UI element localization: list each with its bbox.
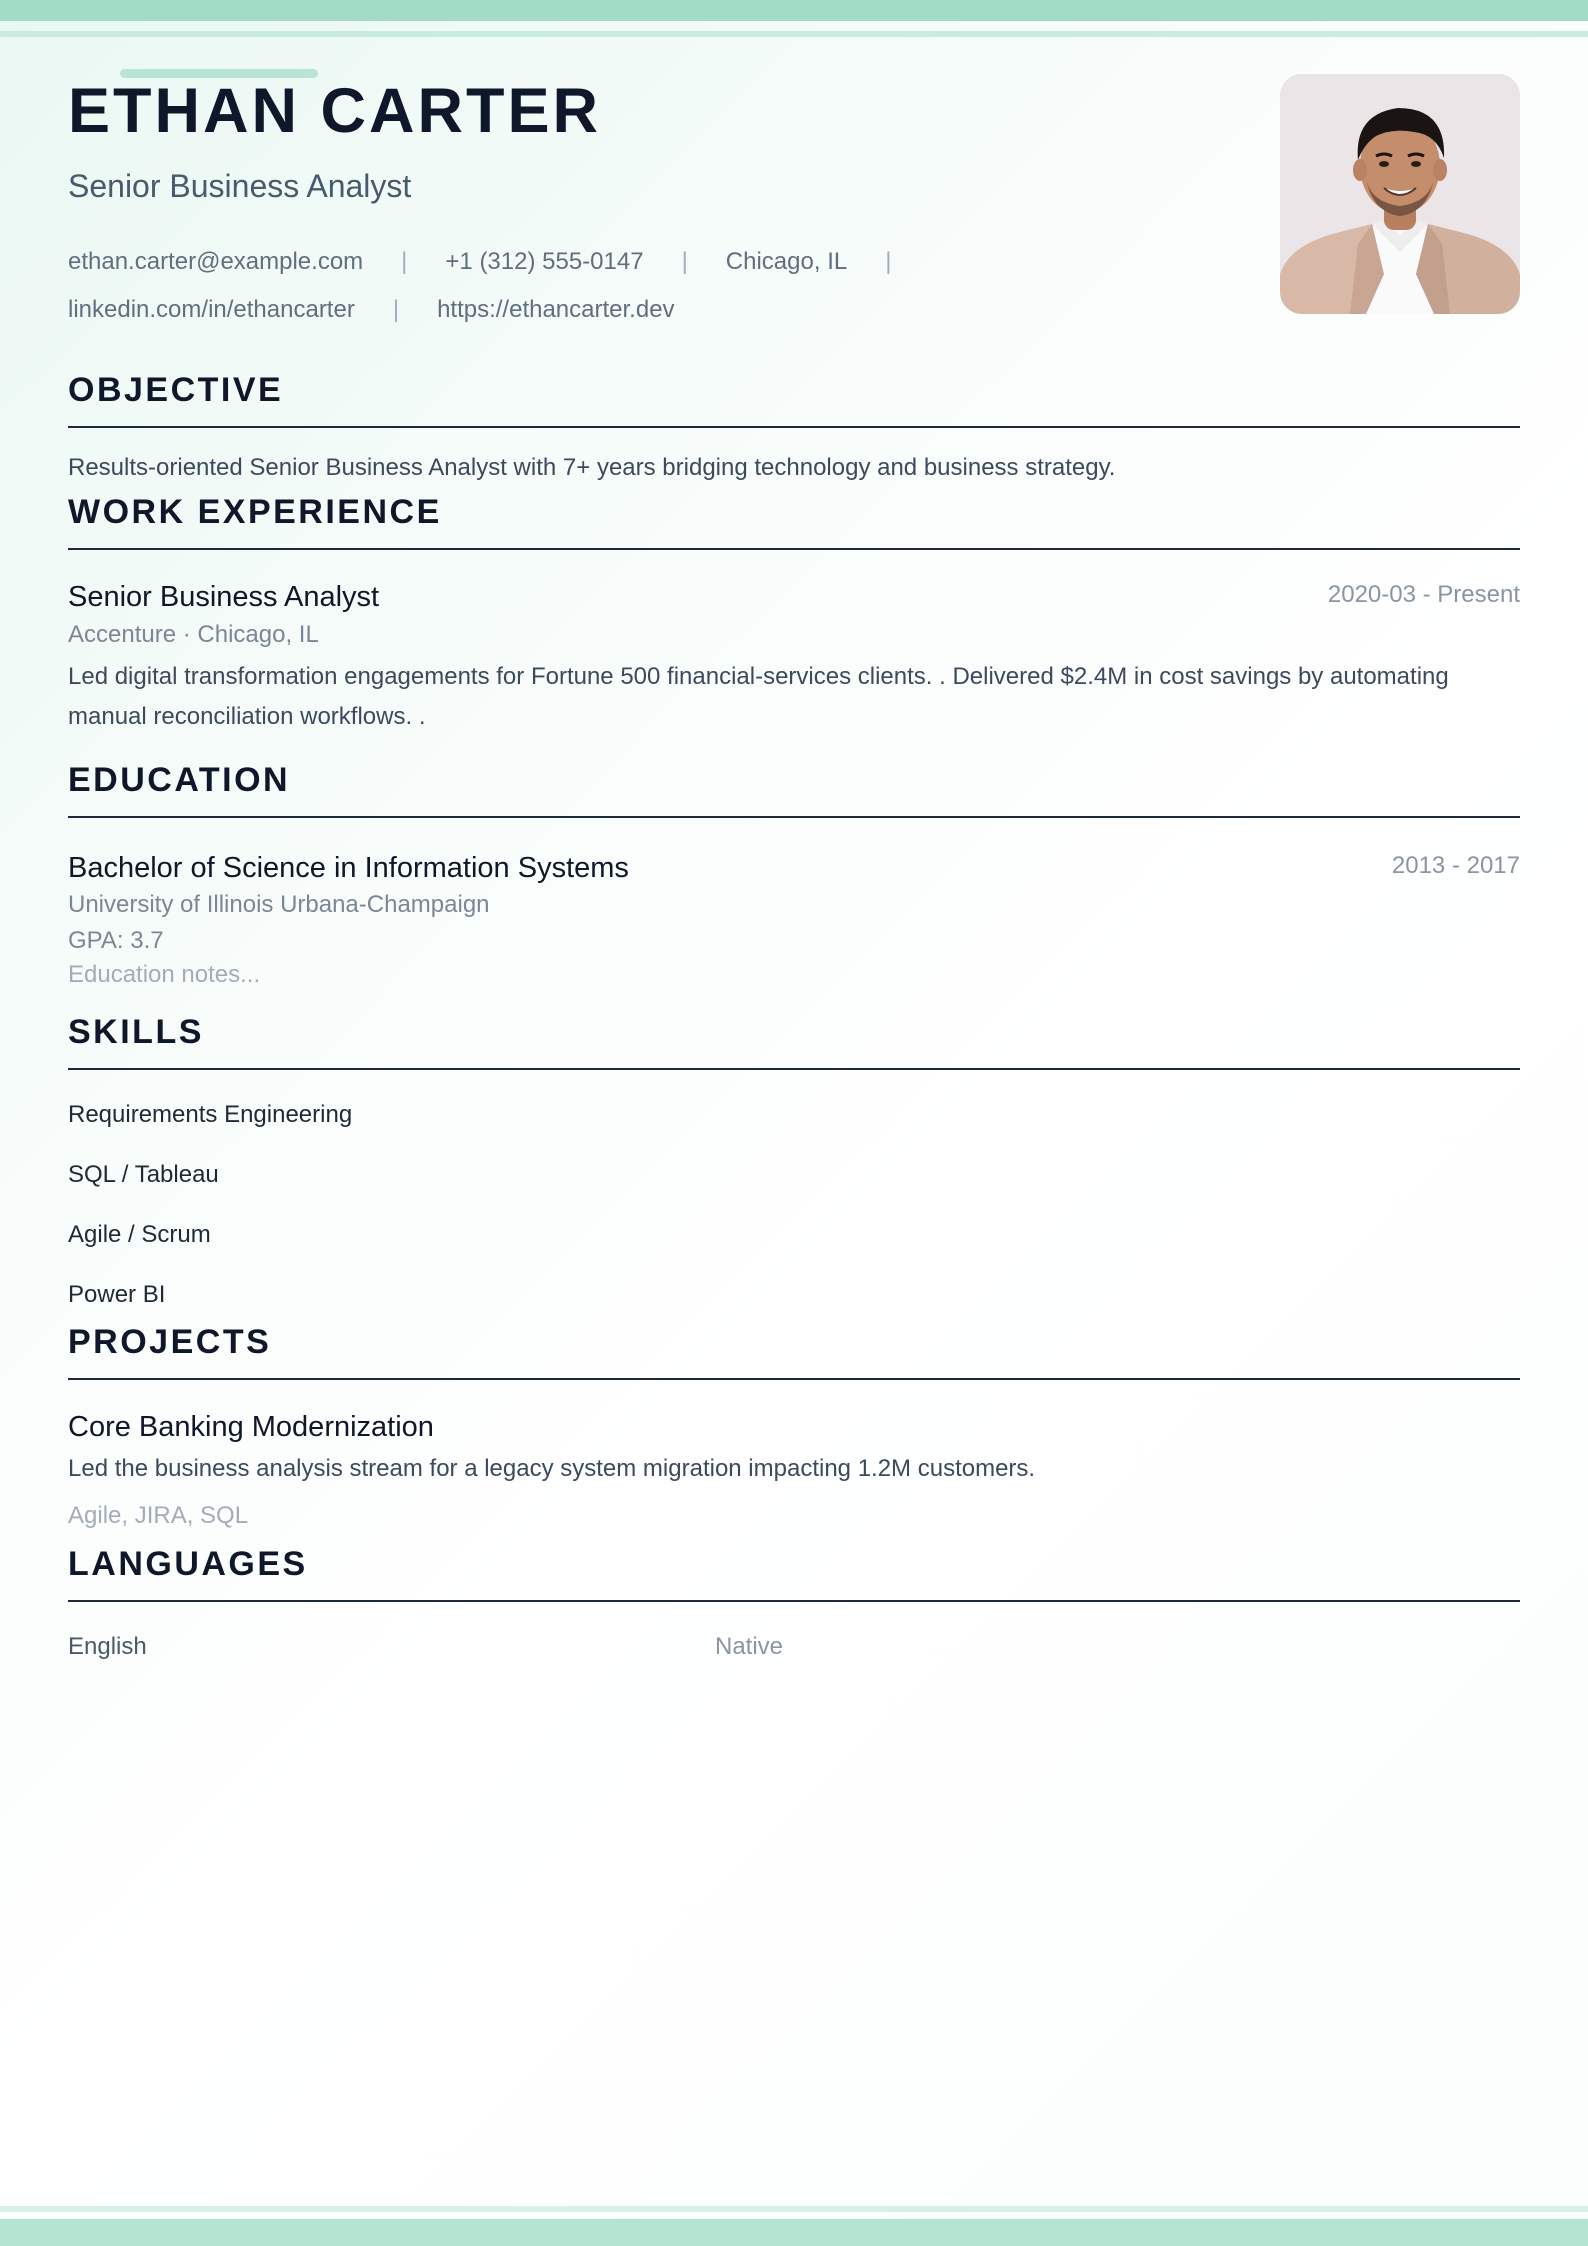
section-heading: OBJECTIVE (68, 371, 284, 409)
section-heading: WORK EXPERIENCE (68, 493, 442, 531)
top-accent-band (0, 0, 1588, 21)
contact-separator: | (392, 296, 400, 323)
experience-section (68, 490, 1520, 550)
profile-photo (1280, 74, 1520, 314)
section-divider (68, 1068, 1520, 1070)
contact-info (68, 238, 1218, 334)
education-dates: 2013 - 2017 (1391, 852, 1520, 879)
contact-email[interactable]: ethan.carter@example.com (68, 248, 364, 275)
section-heading: LANGUAGES (68, 1545, 308, 1583)
section-divider (68, 816, 1520, 818)
section-divider (68, 1600, 1520, 1602)
section-divider (68, 1378, 1520, 1380)
contact-phone[interactable]: +1 (312) 555-0147 (445, 248, 644, 275)
skill-item: Power BI (68, 1281, 166, 1308)
education-school: University of Illinois Urbana-Champaign (68, 891, 490, 918)
job-dates: 2020-03 - Present (1327, 581, 1520, 608)
education-degree: Bachelor of Science in Information Systems (68, 852, 629, 884)
section-divider (68, 426, 1520, 428)
contact-separator: | (401, 248, 408, 275)
skill-item: Agile / Scrum (68, 1221, 211, 1248)
section-heading: PROJECTS (68, 1323, 272, 1361)
objective-section (68, 368, 1520, 428)
profile-photo-illustration (1280, 74, 1520, 314)
project-title: Core Banking Modernization (68, 1411, 434, 1443)
language-level: Native (715, 1633, 784, 1660)
education-gpa: GPA: 3.7 (68, 927, 164, 954)
projects-section (68, 1320, 1520, 1380)
project-description: Led the business analysis stream for a legacy system migration impacting 1.2M customers. (68, 1455, 1036, 1482)
section-heading: EDUCATION (68, 761, 291, 799)
skills-section (68, 1010, 1520, 1070)
bottom-accent-line (0, 2206, 1588, 2212)
contact-linkedin[interactable]: linkedin.com/in/ethancarter (68, 296, 355, 323)
job-description: Led digital transformation engagements for Fortune 500 financial-services clients. . Delivered $2.4M in cost savings by automating manual reconciliation workflows. . (68, 663, 1449, 730)
skill-item: SQL / Tableau (68, 1161, 219, 1188)
contact-location: Chicago, IL (725, 248, 848, 275)
project-tech: Agile, JIRA, SQL (68, 1502, 249, 1529)
contact-line-2 (68, 286, 1218, 334)
skill-item: Requirements Engineering (68, 1101, 353, 1128)
contact-separator: | (681, 248, 688, 275)
top-accent-line (0, 31, 1588, 37)
language-name: English (68, 1633, 147, 1660)
bottom-accent-band (0, 2219, 1588, 2246)
section-heading: SKILLS (68, 1013, 204, 1051)
candidate-title: Senior Business Analyst (68, 168, 412, 204)
candidate-name: ETHAN CARTER (68, 76, 601, 146)
languages-section (68, 1542, 1520, 1602)
education-section (68, 758, 1520, 818)
contact-line-1 (68, 238, 1218, 286)
job-title: Senior Business Analyst (68, 581, 380, 613)
contact-separator: | (885, 248, 892, 275)
education-notes: Education notes... (68, 961, 261, 988)
objective-text: Results-oriented Senior Business Analyst with 7+ years bridging technology and business strategy. (68, 454, 1116, 481)
job-company: Accenture · Chicago, IL (68, 621, 319, 648)
section-divider (68, 548, 1520, 550)
contact-website[interactable]: https://ethancarter.dev (437, 296, 675, 323)
